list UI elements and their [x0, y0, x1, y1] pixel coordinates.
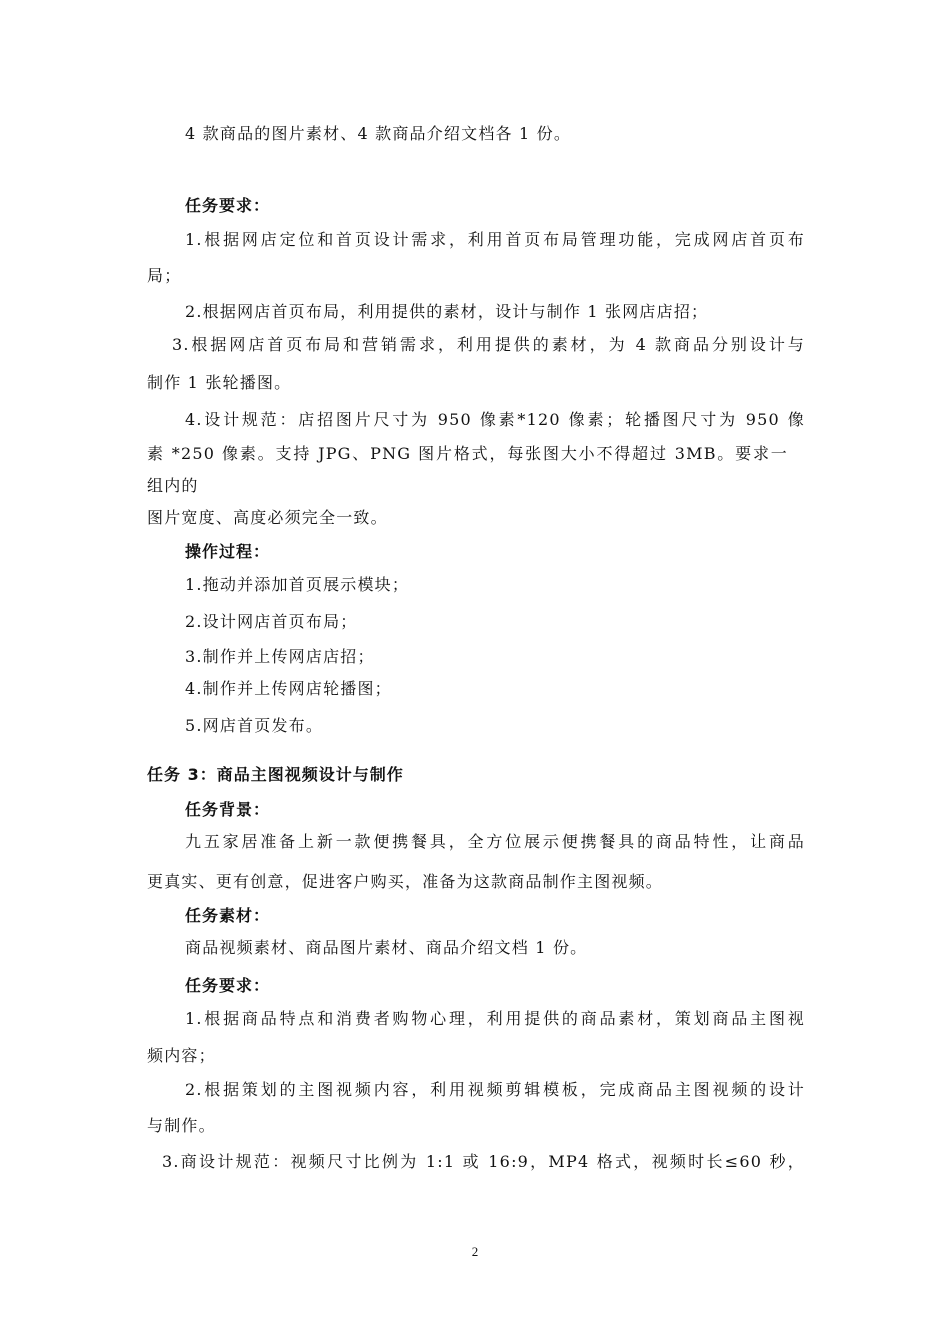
operation-step-4: 4.制作并上传网店轮播图； — [185, 679, 392, 698]
task-materials-heading: 任务素材： — [185, 906, 271, 925]
requirement-4-line-4: 图片宽度、高度必须完全一致。 — [147, 508, 388, 527]
task-requirements-heading-2: 任务要求： — [185, 976, 271, 995]
requirement-1-line-1: 1.根据网店定位和首页设计需求，利用首页布局管理功能，完成网店首页布 — [185, 230, 805, 249]
materials-line: 4 款商品的图片素材、4 款商品介绍文档各 1 份。 — [185, 124, 572, 143]
requirement-b1-line-1: 1.根据商品特点和消费者购物心理，利用提供的商品素材，策划商品主图视 — [185, 1009, 805, 1028]
requirement-b2-line-2: 与制作。 — [147, 1116, 216, 1135]
task-3-title: 任务 3：商品主图视频设计与制作 — [147, 765, 404, 784]
requirement-3-line-2: 制作 1 张轮播图。 — [147, 373, 292, 392]
requirement-1-line-2: 局； — [147, 266, 182, 285]
operation-step-3: 3.制作并上传网店店招； — [185, 647, 375, 666]
requirement-2: 2.根据网店首页布局，利用提供的素材，设计与制作 1 张网店店招； — [185, 302, 709, 321]
operation-step-5: 5.网店首页发布。 — [185, 716, 324, 735]
requirement-b3-line-1: 3.商设计规范：视频尺寸比例为 1:1 或 16:9，MP4 格式，视频时长≤60 秒， — [162, 1152, 805, 1171]
requirement-4-line-1: 4.设计规范：店招图片尺寸为 950 像素*120 像素；轮播图尺寸为 950 像 — [185, 410, 805, 429]
task-requirements-heading: 任务要求： — [185, 196, 271, 215]
operation-step-2: 2.设计网店首页布局； — [185, 612, 358, 631]
background-line-1: 九五家居准备上新一款便携餐具，全方位展示便携餐具的商品特性，让商品 — [185, 832, 805, 851]
requirement-4-line-2: 素 *250 像素。支持 JPG、PNG 图片格式，每张图大小不得超过 3MB。要求一 — [147, 444, 788, 463]
requirement-3-line-1: 3.根据网店首页布局和营销需求，利用提供的素材，为 4 款商品分别设计与 — [172, 335, 805, 354]
requirement-b1-line-2: 频内容； — [147, 1046, 216, 1065]
requirement-b2-line-1: 2.根据策划的主图视频内容，利用视频剪辑模板，完成商品主图视频的设计 — [185, 1080, 805, 1099]
page-number: 2 — [471, 1244, 479, 1259]
task-background-heading: 任务背景： — [185, 800, 271, 819]
operation-step-1: 1.拖动并添加首页展示模块； — [185, 575, 410, 594]
background-line-2: 更真实、更有创意，促进客户购买，准备为这款商品制作主图视频。 — [147, 872, 664, 891]
operation-process-heading: 操作过程： — [185, 542, 271, 561]
requirement-4-line-3: 组内的 — [147, 476, 199, 495]
materials-list: 商品视频素材、商品图片素材、商品介绍文档 1 份。 — [185, 938, 588, 957]
